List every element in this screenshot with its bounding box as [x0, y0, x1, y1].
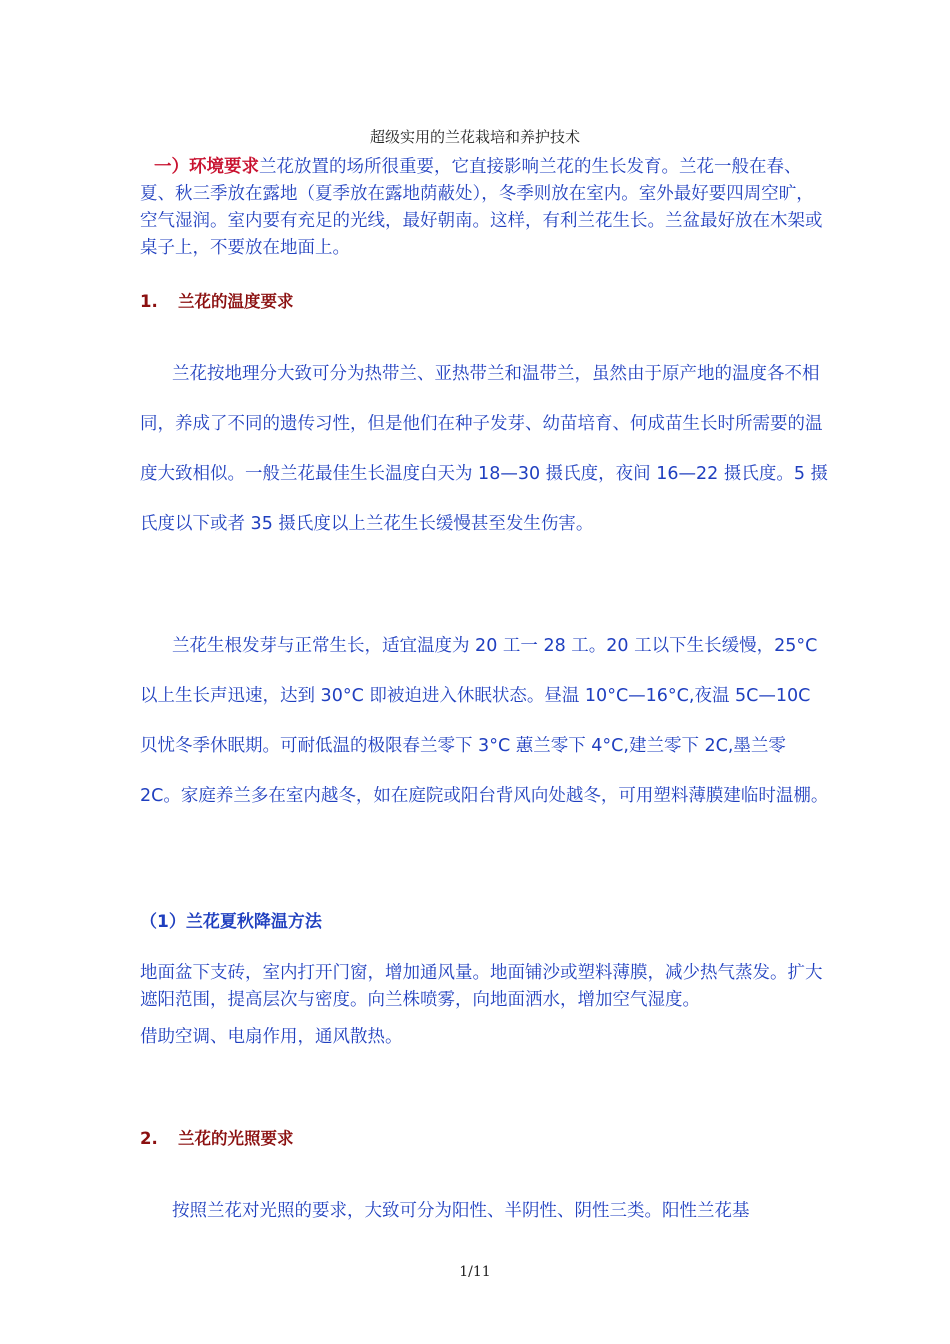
section-2-heading: [140, 1125, 294, 1149]
section-1-paragraph-3a: 地面盆下支砖，室内打开门窗，增加通风量。地面铺沙或塑料薄膜，减少热气蒸发。扩大遮阳范围，提高层次与密度。向兰株喷雾，向地面洒水，增加空气湿度。: [140, 963, 823, 1010]
intro-text: 兰花放置的场所很重要，它直接影响兰花的生长发育。兰花一般在春、夏、秋三季放在露地（夏季放在露地荫蔽处），冬季则放在室内。室外最好要四周空旷，空气湿润。室内要有充足的光线，最好朝南。这样，有利兰花生长。兰盆最好放在木架或桌子上，不要放在地面上。: [140, 157, 823, 258]
page-number: 1/11: [459, 1264, 491, 1280]
page-header: 超级实用的兰花栽培和养护技术: [369, 128, 580, 146]
intro-lead: 一）环境要求: [154, 157, 259, 177]
section-1-number: 1.: [140, 292, 158, 311]
section-1-heading: [140, 288, 294, 312]
section-2-title: 兰花的光照要求: [178, 1129, 294, 1148]
intro-paragraph: [140, 154, 830, 262]
section-2-paragraph-1: 按照兰花对光照的要求，大致可分为阳性、半阴性、阴性三类。阳性兰花基: [172, 1201, 750, 1221]
section-1-title: 兰花的温度要求: [178, 292, 294, 311]
section-1-paragraph-2: 兰花生根发芽与正常生长，适宜温度为 20 工一 28 工。20 工以下生长缓慢，25°C 以上生长声迅速，达到 30°C 即被迫进入休眠状态。昼温 10°C—16°C,夜温 5C—10C 贝忧冬季休眠期。可耐低温的极限春兰零下 3°C 蕙兰零下 4°C,建兰零下 2C,墨兰零 2C。家庭养兰多在室内越冬，如在庭院或阳台背风向处越冬，可用塑料薄膜建临时温棚。: [140, 636, 829, 806]
section-2-number: 2.: [140, 1129, 158, 1148]
section-1-paragraph-3b: 借助空调、电扇作用，通风散热。: [140, 1027, 403, 1047]
section-1-paragraph-1: 兰花按地理分大致可分为热带兰、亚热带兰和温带兰，虽然由于原产地的温度各不相同，养成了不同的遗传习性，但是他们在种子发芽、幼苗培育、何成苗生长时所需要的温度大致相似。一般兰花最佳生长温度白天为 18—30 摄氏度，夜间 16—22 摄氏度。5 摄氏度以下或者 35 摄氏度以上兰花生长缓慢甚至发生伤害。: [140, 364, 829, 534]
subheading-cooling: （1）兰花夏秋降温方法: [140, 912, 322, 932]
